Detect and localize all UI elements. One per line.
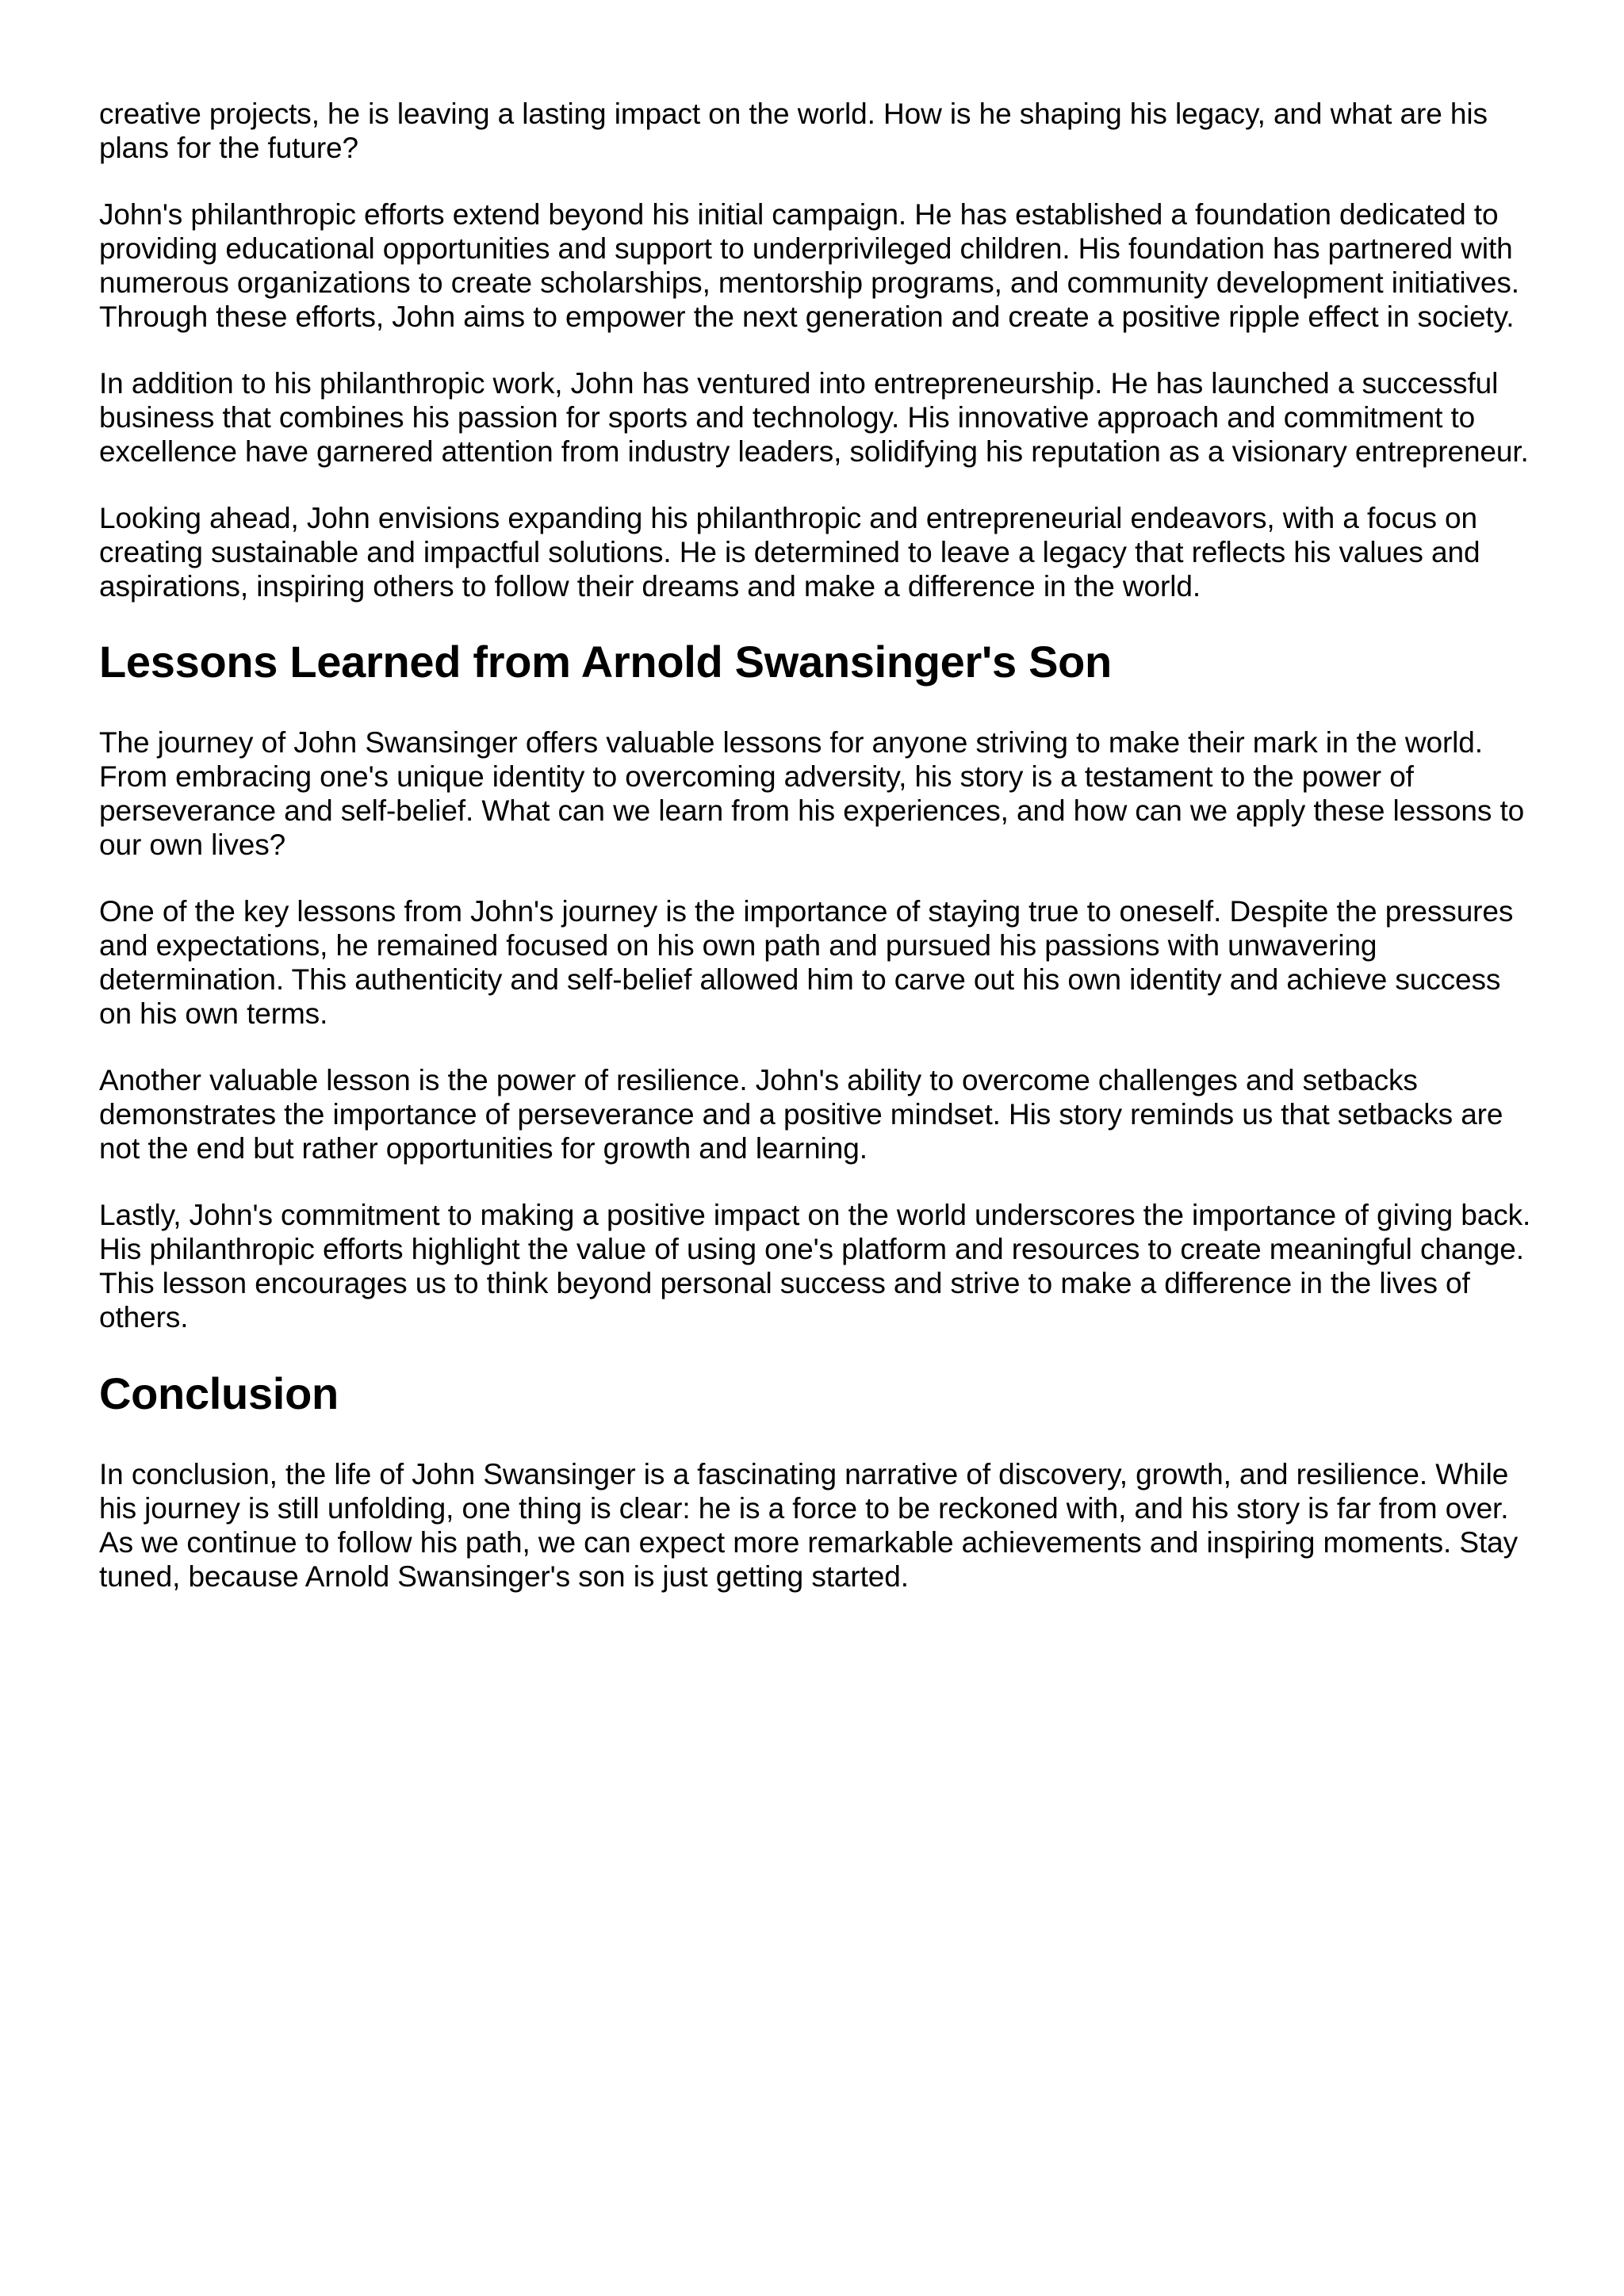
conclusion-heading: Conclusion — [99, 1368, 339, 1418]
intro-paragraph: John's philanthropic efforts extend beyond his initial campaign. He has established a foundation dedicated to providing educational opportunities and support to underprivileged children. His foundation has partnered with numerous organizations to create scholarships, mentorship programs, and community development initiatives. Through these efforts, John aims to empower the next generation and create a positive ripple effect in society. — [99, 198, 1519, 333]
lessons-heading: Lessons Learned from Arnold Swansinger's Son — [99, 637, 1112, 687]
lessons-paragraph: Lastly, John's commitment to making a positive impact on the world underscores the importance of giving back. His philanthropic efforts highlight the value of using one's platform and resources to create meaningful change. This lesson encourages us to think beyond personal success and strive to make a difference in the lives of others. — [99, 1199, 1531, 1334]
intro-paragraph: In addition to his philanthropic work, John has ventured into entrepreneurship. He has launched a successful business that combines his passion for sports and technology. His innovative approach and commitment to excellence have garnered attention from industry leaders, solidifying his reputation as a visionary entrepreneur. — [99, 367, 1529, 468]
conclusion-paragraph: In conclusion, the life of John Swansinger is a fascinating narrative of discovery, growth, and resilience. While his journey is still unfolding, one thing is clear: he is a force to be reckoned with, and his story is far from over. As we continue to follow his path, we can expect more remarkable achievements and inspiring moments. Stay tuned, because Arnold Swansinger's son is just getting started. — [99, 1458, 1519, 1593]
lessons-paragraph: One of the key lessons from John's journey is the importance of staying true to oneself. Despite the pressures and expectations, he remained focused on his own path and pursued his passions with unwavering determination. This authenticity and self-belief allowed him to carve out his own identity and achieve success on his own terms. — [99, 895, 1514, 1030]
lessons-paragraph: Another valuable lesson is the power of resilience. John's ability to overcome challenges and setbacks demonstrates the importance of perseverance and a positive mindset. His story reminds us that setbacks are not the end but rather opportunities for growth and learning. — [99, 1064, 1503, 1165]
document-page — [99, 97, 1538, 1626]
intro-paragraph: Looking ahead, John envisions expanding his philanthropic and entrepreneurial endeavors, with a focus on creating sustainable and impactful solutions. He is determined to leave a legacy that reflects his values and aspirations, inspiring others to follow their dreams and make a difference in the world. — [99, 502, 1480, 603]
intro-paragraph: creative projects, he is leaving a lasting impact on the world. How is he shaping his legacy, and what are his plans for the future? — [99, 98, 1488, 164]
lessons-paragraph: The journey of John Swansinger offers valuable lessons for anyone striving to make their mark in the world. From embracing one's unique identity to overcoming adversity, his story is a testament to the power of perseverance and self-belief. What can we learn from his experiences, and how can we apply these lessons to our own lives? — [99, 726, 1525, 861]
